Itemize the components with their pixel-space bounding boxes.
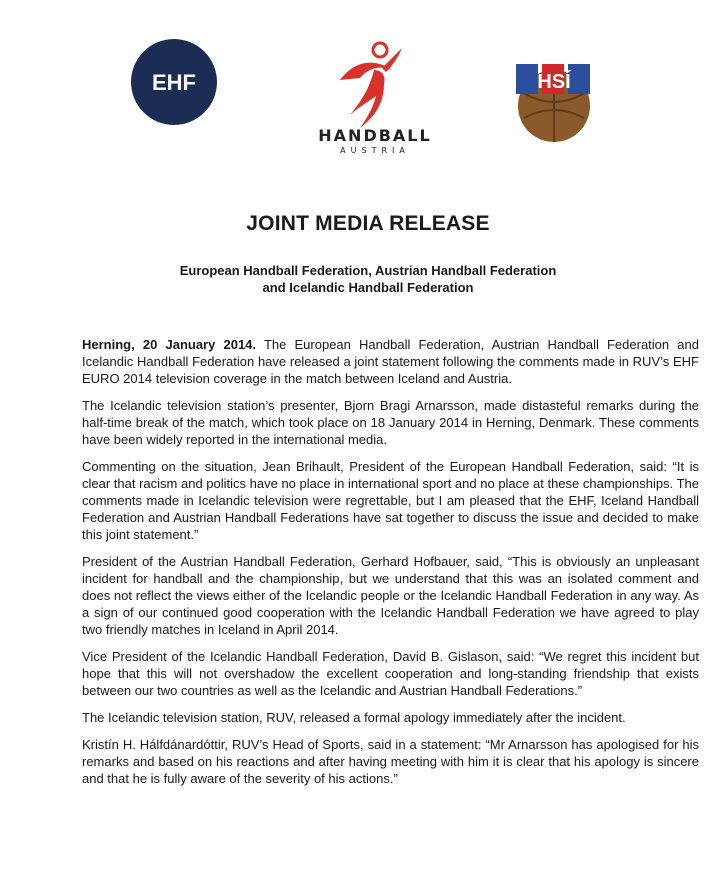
paragraph-2-text: The Icelandic television station’s presenter, Bjorn Bragi Arnarsson, made distasteful remarks during the half-time break of the match, which took place on 18 January 2014 in Herning, Denmark. These comments have been widely reported in the international media. <box>82 398 699 447</box>
handball-player-icon <box>330 40 410 130</box>
paragraph-6-text: The Icelandic television station, RUV, released a formal apology immediately after the incident. <box>82 710 626 725</box>
subtitle-line-2: and Icelandic Handball Federation <box>262 280 474 295</box>
ehf-logo-text: EHF <box>152 70 196 95</box>
paragraph-1-text: The European Handball Federation, Austrian Handball Federation and Icelandic Handball Federation have released a joint statement following the comments made in RUV’s EHF EURO 2014 television coverage in the match between Iceland and Austria. <box>82 337 699 386</box>
dateline: Herning, 20 January 2014. <box>82 337 257 352</box>
paragraph-5 <box>82 648 699 699</box>
handball-austria-logo <box>290 40 460 160</box>
subtitle <box>0 262 713 296</box>
handball-austria-subname: AUSTRIA <box>340 146 410 155</box>
paragraph-3-text: Commenting on the situation, Jean Brihault, President of the European Handball Federation, said: “It is clear that racism and politics have no place in international sport and no place at these championships. The comments made in Icelandic television were regrettable, but I am pleased that the EHF, Iceland Handball Federation and Austrian Handball Federations have sat together to discuss the issue and decided to make this joint statement.” <box>82 459 699 542</box>
paragraph-6 <box>82 709 699 726</box>
logo-bar <box>0 0 713 170</box>
paragraph-3 <box>82 458 699 543</box>
handball-austria-name: HANDBALL <box>318 126 432 145</box>
page-title: JOINT MEDIA RELEASE <box>246 212 490 235</box>
paragraph-7-text: Kristín H. Hálfdánardóttir, RUV’s Head of Sports, said in a statement: “Mr Arnarsson has apologised for his remarks and based on his reactions and after having meeting with him it is clear that his apology is sincere and that he is fully aware of the severity of his actions.” <box>82 737 699 786</box>
paragraph-4-text: President of the Austrian Handball Federation, Gerhard Hofbauer, said, “This is obviously an unpleasant incident for handball and the championship, but we understand that this was an isolated comment and does not reflect the views either of the Icelandic people or the Icelandic Handball Federation in any way. As a sign of our continued good cooperation with the Icelandic Handball Federation we have agreed to play two friendly matches in Iceland in April 2014. <box>82 554 699 637</box>
subtitle-line-1: European Handball Federation, Austrian Handball Federation <box>179 263 557 278</box>
paragraph-2 <box>82 397 699 448</box>
paragraph-4 <box>82 553 699 638</box>
release-body <box>82 336 699 797</box>
paragraph-5-text: Vice President of the Icelandic Handball Federation, David B. Gislason, said: “We regret this incident but hope that this will not overshadow the excellent cooperation and long-standing friendship that exists between our two countries as well as the Icelandic and Austrian Handball Federations.” <box>82 649 699 698</box>
paragraph-7 <box>82 736 699 787</box>
paragraph-1 <box>82 336 699 387</box>
hsi-logo <box>502 52 606 144</box>
ehf-logo <box>130 38 218 126</box>
hsi-logo-text: HSÍ <box>537 71 571 93</box>
